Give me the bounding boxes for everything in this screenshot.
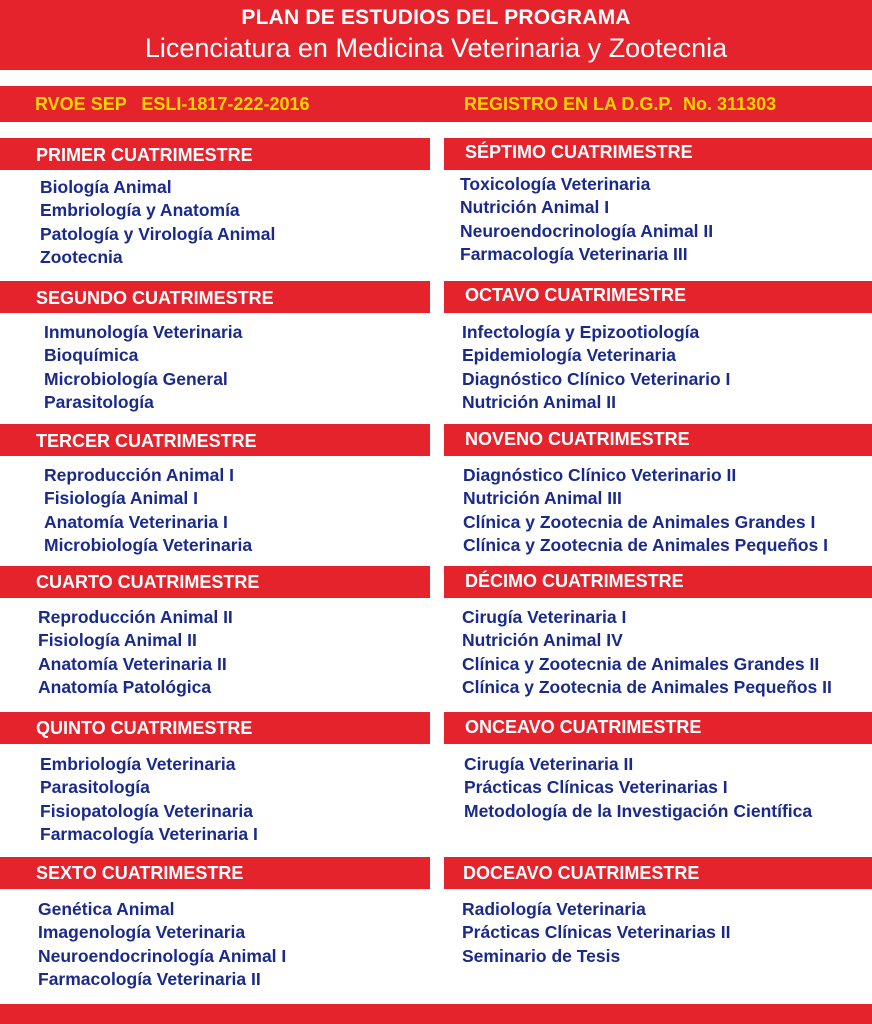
semester-title-left: SEXTO CUATRIMESTRE bbox=[36, 863, 244, 883]
dgp-registration-label: REGISTRO EN LA D.G.P. No. 311303 bbox=[464, 94, 777, 114]
rvoe-label: RVOE SEP ESLI-1817-222-2016 bbox=[35, 94, 310, 114]
subject-list-left bbox=[38, 606, 233, 700]
subject-item: Nutrición Animal IV bbox=[462, 630, 623, 651]
semester-title-right: SÉPTIMO CUATRIMESTRE bbox=[465, 142, 693, 162]
page-subtitle: Licenciatura en Medicina Veterinaria y Zootecnia bbox=[144, 33, 728, 63]
subject-item: Clínica y Zootecnia de Animales Pequeños I bbox=[463, 535, 829, 556]
subject-item: Metodología de la Investigación Científica bbox=[464, 800, 813, 821]
subject-item: Parasitología bbox=[40, 777, 150, 798]
semester-band bbox=[0, 712, 872, 744]
subject-item: Diagnóstico Clínico Veterinario II bbox=[463, 465, 737, 485]
semester-title-right: DOCEAVO CUATRIMESTRE bbox=[463, 863, 700, 883]
subject-item: Bioquímica bbox=[44, 345, 139, 366]
header-banner bbox=[0, 0, 872, 70]
subject-item: Imagenología Veterinaria bbox=[38, 922, 246, 943]
semester-band bbox=[0, 857, 872, 889]
subject-item: Clínica y Zootecnia de Animales Grandes I bbox=[463, 511, 816, 532]
subject-item: Nutrición Animal II bbox=[462, 392, 616, 413]
subject-item: Anatomía Patológica bbox=[38, 677, 212, 698]
subject-item: Prácticas Clínicas Veterinarias II bbox=[462, 922, 731, 943]
semester-title-left: CUARTO CUATRIMESTRE bbox=[36, 572, 260, 592]
subject-item: Genética Animal bbox=[38, 899, 175, 919]
subject-list-right bbox=[462, 606, 832, 700]
subject-list-left bbox=[44, 464, 252, 558]
subject-item: Zootecnia bbox=[40, 247, 123, 268]
subject-item: Reproducción Animal I bbox=[44, 465, 234, 485]
registration-bar bbox=[0, 86, 872, 122]
footer-bar bbox=[0, 1004, 872, 1024]
semester-title-left: SEGUNDO CUATRIMESTRE bbox=[36, 288, 274, 308]
subject-item: Microbiología Veterinaria bbox=[44, 535, 253, 556]
subject-item: Biología Animal bbox=[40, 177, 172, 197]
subject-item: Patología y Virología Animal bbox=[40, 223, 276, 244]
semester-title-right: NOVENO CUATRIMESTRE bbox=[465, 429, 690, 449]
subject-item: Embriología y Anatomía bbox=[40, 200, 240, 221]
semester-band bbox=[0, 138, 872, 170]
subject-list-left bbox=[44, 321, 242, 415]
subject-item: Prácticas Clínicas Veterinarias I bbox=[464, 777, 728, 798]
subject-item: Farmacología Veterinaria I bbox=[40, 824, 258, 845]
semester-band bbox=[0, 424, 872, 456]
semester-band bbox=[0, 566, 872, 598]
subject-list-left bbox=[40, 753, 258, 847]
subject-item: Diagnóstico Clínico Veterinario I bbox=[462, 368, 731, 389]
subject-list-right bbox=[460, 173, 713, 267]
subject-item: Farmacología Veterinaria II bbox=[38, 969, 261, 990]
semester-band bbox=[0, 281, 872, 313]
subject-item: Fisiología Animal I bbox=[44, 488, 198, 509]
subject-item: Parasitología bbox=[44, 392, 154, 413]
subject-list-right bbox=[463, 464, 828, 558]
subject-item: Radiología Veterinaria bbox=[462, 899, 646, 919]
semester-title-left: PRIMER CUATRIMESTRE bbox=[36, 145, 253, 165]
subject-item: Epidemiología Veterinaria bbox=[462, 345, 676, 366]
subject-item: Microbiología General bbox=[44, 368, 228, 389]
semester-title-left: TERCER CUATRIMESTRE bbox=[36, 431, 257, 451]
subject-item: Clínica y Zootecnia de Animales Grandes II bbox=[462, 653, 820, 674]
semester-title-right: ONCEAVO CUATRIMESTRE bbox=[465, 717, 702, 737]
subject-item: Embriología Veterinaria bbox=[40, 754, 236, 774]
subject-item: Fisiopatología Veterinaria bbox=[40, 800, 253, 821]
semester-title-left: QUINTO CUATRIMESTRE bbox=[36, 718, 253, 738]
subject-item: Neuroendocrinología Animal II bbox=[460, 220, 714, 241]
subject-list-left bbox=[38, 898, 286, 992]
subject-item: Cirugía Veterinaria I bbox=[462, 607, 627, 627]
subject-item: Nutrición Animal III bbox=[463, 488, 622, 509]
subject-item: Anatomía Veterinaria II bbox=[38, 653, 227, 674]
subject-item: Inmunología Veterinaria bbox=[44, 322, 243, 342]
semester-title-right: OCTAVO CUATRIMESTRE bbox=[465, 285, 686, 305]
semester-title-right: DÉCIMO CUATRIMESTRE bbox=[465, 571, 684, 591]
subject-item: Infectología y Epizootiología bbox=[462, 322, 700, 342]
subject-list-left bbox=[40, 176, 275, 270]
subject-item: Neuroendocrinología Animal I bbox=[38, 945, 287, 966]
page-title: PLAN DE ESTUDIOS DEL PROGRAMA bbox=[241, 6, 631, 29]
subject-item: Seminario de Tesis bbox=[462, 945, 621, 966]
subject-item: Toxicología Veterinaria bbox=[460, 174, 651, 194]
subject-item: Anatomía Veterinaria I bbox=[44, 511, 228, 532]
subject-item: Nutrición Animal I bbox=[460, 197, 610, 218]
subject-item: Reproducción Animal II bbox=[38, 607, 233, 627]
subject-list-right bbox=[462, 321, 730, 415]
subject-item: Fisiología Animal II bbox=[38, 630, 197, 651]
subject-item: Cirugía Veterinaria II bbox=[464, 754, 634, 774]
subject-item: Clínica y Zootecnia de Animales Pequeños II bbox=[462, 677, 832, 698]
subject-list-right bbox=[462, 898, 731, 968]
subject-list-right bbox=[464, 753, 812, 823]
subject-item: Farmacología Veterinaria III bbox=[460, 244, 688, 265]
